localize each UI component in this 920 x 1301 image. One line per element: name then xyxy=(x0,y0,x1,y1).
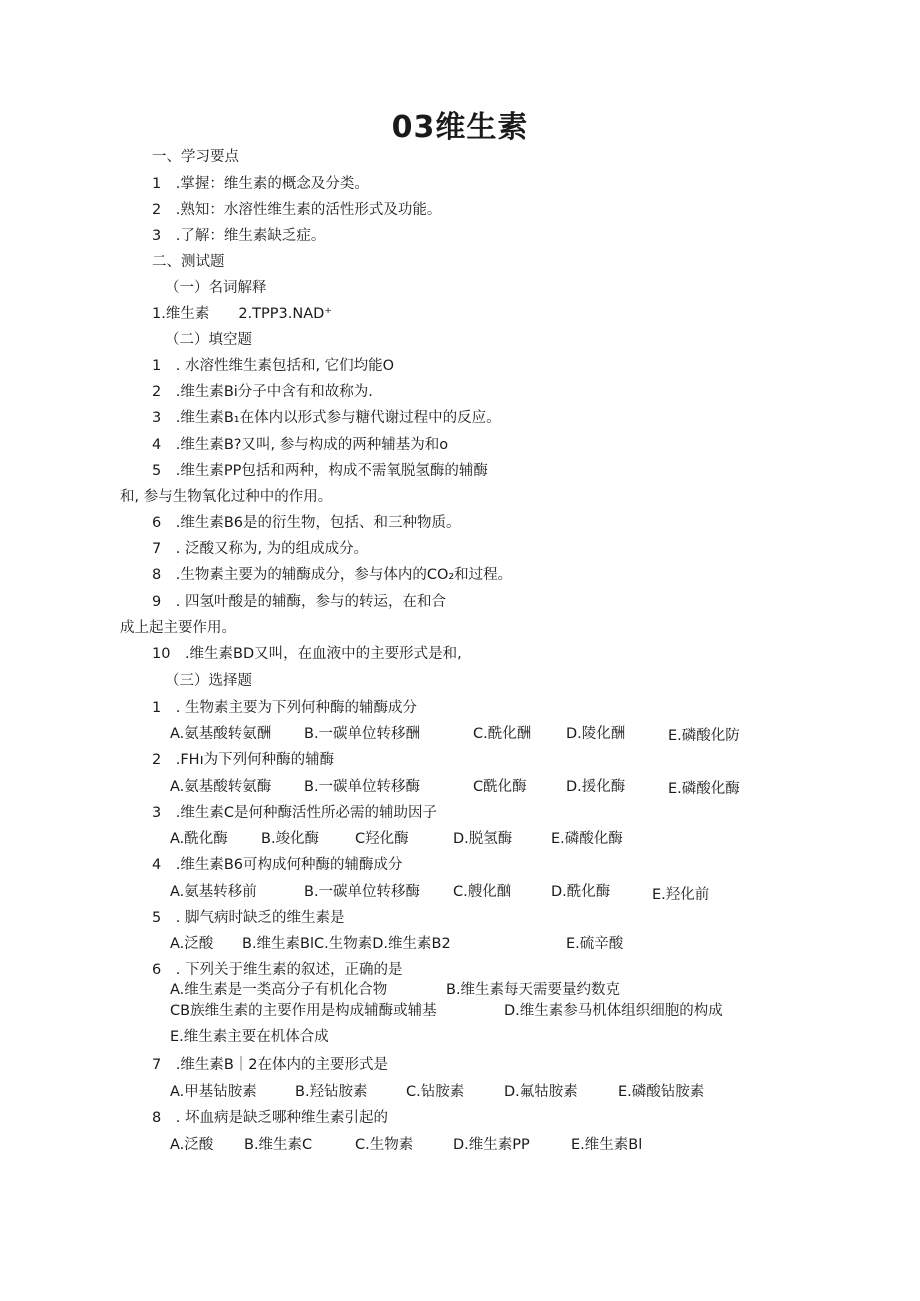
fill-question: 6 .维生素B6是的衍生物，包括、和三种物质。 xyxy=(152,515,461,531)
option-bcd: B.维生素BlC.生物素D.维生素B2 xyxy=(242,936,451,952)
option-b: B.一碳单位转移酬 xyxy=(304,726,421,742)
choice-question-3: 3 .维生素C是何种酶活性所必需的辅助因子 xyxy=(152,805,437,821)
option-e: E.硫辛酸 xyxy=(566,936,624,952)
option-a: A.泛酸 xyxy=(170,936,214,952)
choice-question-6: 6 . 下列关于维生素的叙述，正确的是 xyxy=(152,962,403,978)
option-e: E.磷酸化防 xyxy=(668,728,740,744)
fill-question: 2 .维生素Bi分子中含有和故称为. xyxy=(152,384,373,400)
option-d: D.援化酶 xyxy=(566,779,626,795)
option-e: E.羟化前 xyxy=(652,887,710,903)
fill-question: 8 .生物素主要为的辅酶成分，参与体内的CO₂和过程。 xyxy=(152,567,513,583)
option-e: E.磷酸化酶 xyxy=(551,831,623,847)
option-d: D.陵化酬 xyxy=(566,726,626,742)
option-d: D.脱氢酶 xyxy=(453,831,513,847)
option-d: D.氟牯胺素 xyxy=(504,1084,578,1100)
option-b: B.一碳单位转移酶 xyxy=(304,779,421,795)
choice-question-5: 5 . 脚气病时缺乏的维生素是 xyxy=(152,910,345,926)
option-d: D.酰化酶 xyxy=(551,884,611,900)
subsection-fill: （二）填空题 xyxy=(165,332,252,348)
learning-point-2: 2 .熟知：水溶性维生素的活性形式及功能。 xyxy=(152,202,442,218)
choice-question-4: 4 .维生素B6可构成何种酶的辅酶成分 xyxy=(152,857,403,873)
fill-question: 7 . 泛酸又称为, 为的组成成分。 xyxy=(152,541,369,557)
option-a: A.氨基酸转氨酶 xyxy=(170,779,272,795)
option-a: A.甲基钻胺素 xyxy=(170,1084,257,1100)
option-e: E.维生素主要在机体合成 xyxy=(170,1029,329,1045)
option-e: E.磷酸化酶 xyxy=(668,781,740,797)
option-b: B.羟钻胺素 xyxy=(295,1084,368,1100)
subsection-terms: （一）名词解释 xyxy=(165,280,267,296)
option-a: A.氨基转移前 xyxy=(170,884,257,900)
page-title: 03维生素 xyxy=(391,110,529,145)
fill-question: 3 .维生素B₁在体内以形式参与糖代谢过程中的反应。 xyxy=(152,410,501,426)
option-b: B.一碳单位转移酶 xyxy=(304,884,421,900)
section-heading-1: 一、学习要点 xyxy=(152,149,239,165)
choice-question-1: 1 . 生物素主要为下列何种酶的辅酶成分 xyxy=(152,700,417,716)
terms-line: 1.维生素 2.TPP3.NAD⁺ xyxy=(152,306,332,322)
section-heading-2: 二、测试题 xyxy=(152,254,225,270)
fill-question-cont: 成上起主要作用。 xyxy=(120,620,236,636)
option-c: C酰化酶 xyxy=(473,779,527,795)
choice-question-2: 2 .FHı为下列何种酶的辅酶 xyxy=(152,752,335,768)
option-b: B.维生素每天需要量约数克 xyxy=(446,982,621,998)
fill-question: 10 .维生素BD又叫，在血液中的主要形式是和, xyxy=(152,646,462,662)
option-b: B.竣化酶 xyxy=(261,831,320,847)
choice-question-8: 8 . 坏血病是缺乏哪种维生素引起的 xyxy=(152,1110,388,1126)
option-c: CB族维生素的主要作用是构成辅酶或辅基 xyxy=(170,1003,437,1019)
option-a: A.维生素是一类高分子有机化合物 xyxy=(170,982,388,998)
fill-question: 9 . 四氢叶酸是的辅酶，参与的转运，在和合 xyxy=(152,594,446,610)
learning-point-3: 3 .了解：维生素缺乏症。 xyxy=(152,228,326,244)
choice-question-7: 7 .维生素B｜2在体内的主要形式是 xyxy=(152,1057,389,1073)
option-b: B.维生素C xyxy=(244,1137,313,1153)
option-c: C.艘化酗 xyxy=(453,884,512,900)
option-a: A.酰化酶 xyxy=(170,831,228,847)
option-c: C.生物素 xyxy=(355,1137,414,1153)
subsection-choice: （三）选择题 xyxy=(165,673,252,689)
option-c: C.酰化酬 xyxy=(473,726,532,742)
option-d: D.维生素PP xyxy=(453,1137,530,1153)
option-a: A.氨基酸转氨酬 xyxy=(170,726,272,742)
fill-question: 1 . 水溶性维生素包括和, 它们均能O xyxy=(152,358,395,374)
option-c: C.钻胺素 xyxy=(406,1084,465,1100)
fill-question: 4 .维生素B?又叫, 参与构成的两种辅基为和o xyxy=(152,437,449,453)
option-e: E.维生素Bl xyxy=(571,1137,643,1153)
fill-question: 5 .维生素PP包括和两种，构成不需氧脱氢酶的辅酶 xyxy=(152,463,488,479)
option-c: C羟化酶 xyxy=(355,831,409,847)
fill-question-cont: 和, 参与生物氧化过种中的作用。 xyxy=(120,489,333,505)
option-a: A.泛酸 xyxy=(170,1137,214,1153)
option-e: E.磷酸钻胺素 xyxy=(618,1084,705,1100)
option-d: D.维生素参马机体组织细胞的构成 xyxy=(504,1003,723,1019)
learning-point-1: 1 .掌握：维生素的概念及分类。 xyxy=(152,176,369,192)
